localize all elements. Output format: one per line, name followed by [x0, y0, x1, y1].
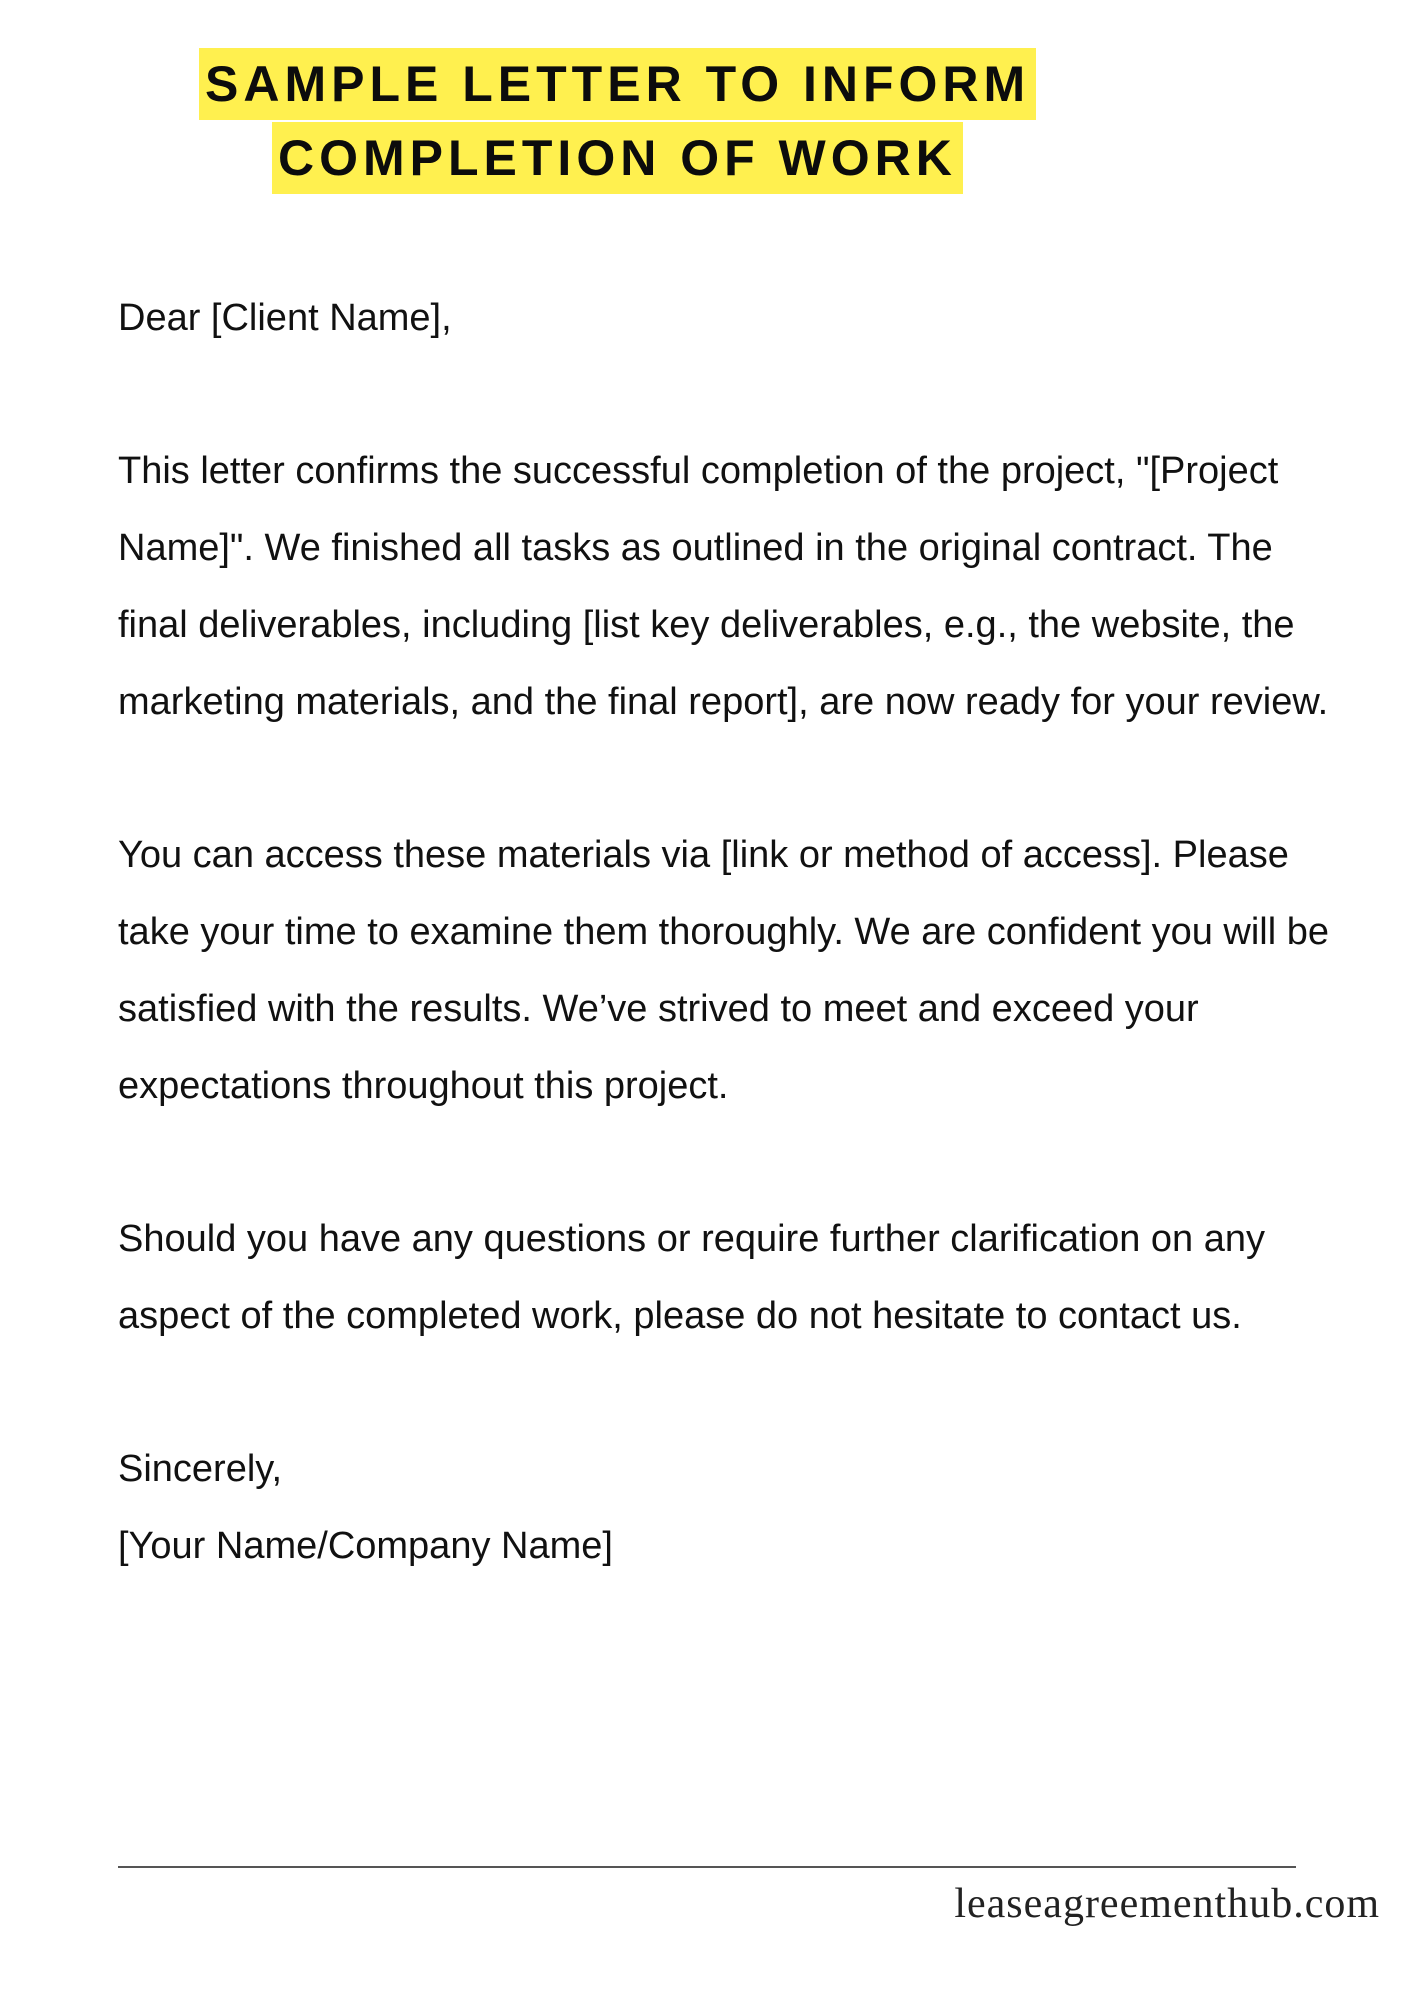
paragraph-access: You can access these materials via [link or method of access]. Please take your time to examine them thoroughly. We are confident you will be satisfied with the results. We’ve strived to meet and exceed your expectations throughout this project. [118, 834, 1329, 1107]
page-title-line-1: SAMPLE LETTER TO INFORM [199, 48, 1036, 120]
paragraph-contact: Should you have any questions or require further clarification on any aspect of the completed work, please do not hesitate to contact us. [118, 1218, 1266, 1337]
salutation: Dear [Client Name], [118, 297, 452, 339]
letter-body [118, 280, 1338, 1585]
site-credit: leaseagreementhub.com [954, 1881, 1380, 1927]
paragraph-completion: This letter confirms the successful completion of the project, "[Project Name]". We finished all tasks as outlined in the original contract. The final deliverables, including [list key deliverables, e.g., the website, the marketing materials, and the final report], are now ready for your review. [118, 450, 1329, 723]
signature-line [118, 1866, 1296, 1868]
signature-name: [Your Name/Company Name] [118, 1525, 613, 1567]
page-title-line-2: COMPLETION OF WORK [272, 122, 963, 194]
closing: Sincerely, [118, 1448, 283, 1490]
